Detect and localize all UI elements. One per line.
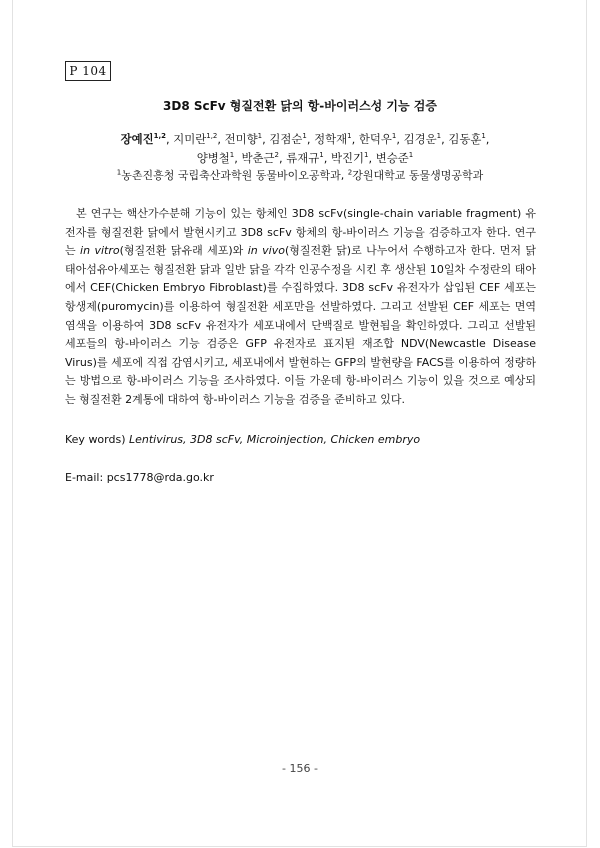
author-name <box>314 132 351 146</box>
author-affiliation-marker: 1 <box>436 132 442 141</box>
author-name-text: 장예진 <box>120 132 154 146</box>
abstract-text-part-2: (형질전환 닭유래 세포)와 <box>119 244 248 258</box>
keywords-values: Lentivirus, 3D8 scFv, Microinjection, Chicken embryo <box>129 433 421 446</box>
in-vivo-term: in vivo <box>247 244 285 258</box>
author-name <box>242 151 279 165</box>
author-list: 장예진$^{1,2}$, 지미란$^{1,2}$, 전미향$^1$, 김점순$^1$, 정학재$^1$, 한덕우$^1$, 김경운$^1$, 김동훈$^1$, 양병철$^1$, 박춘근$^2$, 류재규$^1$, 박진기$^1$, 변승준$^1$ <box>120 132 490 165</box>
author-affiliation-marker: 1 <box>347 132 352 141</box>
abstract-text-part-3: (형질전환 닭)로 나누어서 수행하고자 한다. 먼저 닭 태아섬유아세포는 형질전환 닭과 일반 닭을 각각 인공수정을 시킨 후 생산된 10일차 수정란의 태아에서 CEF(Chicken Embryo Fibroblast)를 수집하였다. 3D8 scFv 유전자가 삽입된 CEF 세포는 항생제(puromycin)를 이용하여 형질전환 세포만을 선발하였다. 그리고 선발된 CEF 세포는 면역염색을 이용하여 3D8 scFv 유전자가 세포내에서 단백질로 발현됨을 확인하였다. 그리고 선발된 세포들의 항-바이러스 기능 검증은 GFP 유전자로 표지된 재조합 NDV(Newcastle Disease Virus)를 세포에 직접 감염시키고, 세포내에서 발현하는 GFP의 발현량을 FACS를 이용하여 정량하는 방법으로 항-바이러스 기능을 조사하였다. 이들 가운데 항-바이러스 기능이 있을 것으로 예상되는 형질전환 2계통에 대하여 항-바이러스 기능을 검증을 준비하고 있다. <box>65 244 537 406</box>
affiliation-2: 강원대학교 동물생명공학과 <box>352 169 484 182</box>
author-name <box>376 151 413 165</box>
author-name <box>121 132 166 146</box>
author-affiliation-marker: 1 <box>481 132 486 141</box>
abstract-body <box>65 205 536 410</box>
author-affiliation-marker: 1 <box>257 132 263 141</box>
author-name-text: 변승준 <box>375 151 409 165</box>
author-name-text: 김경운 <box>403 132 437 146</box>
author-name <box>225 132 262 146</box>
author-name <box>359 132 396 146</box>
author-name <box>404 132 441 146</box>
author-name-text: 한덕우 <box>358 132 392 146</box>
author-affiliation-marker: 1,2 <box>153 132 166 141</box>
email-address: pcs1778@rda.go.kr <box>106 471 214 484</box>
author-name-text: 양병철 <box>196 151 230 165</box>
affiliations <box>0 167 600 183</box>
in-vitro-term: in vitro <box>80 244 120 258</box>
email-label: E-mail: <box>65 471 107 484</box>
author-name <box>173 132 217 146</box>
author-affiliation-marker: 2 <box>274 151 279 160</box>
author-affiliation-marker: 1 <box>229 151 235 160</box>
author-name-text: 김점순 <box>269 132 303 146</box>
author-affiliation-marker: 1 <box>319 151 324 160</box>
email-line <box>65 471 214 484</box>
affiliation-2-marker: 2 <box>347 168 353 177</box>
abstract-id-box: P 104 <box>65 61 111 81</box>
author-name-text: 지미란 <box>173 132 207 146</box>
author-affiliation-marker: 1,2 <box>206 132 218 141</box>
page-number: - 156 - <box>282 762 318 775</box>
keywords-line <box>65 433 420 446</box>
abstract-text-part-1: 본 연구는 핵산가수분해 기능이 있는 항체인 3D8 scFv(single-chain variable fragment) 유전자를 형질전환 닭에서 발현시키고 3D8 scFv 항체의 항-바이러스 기능을 검증하고자 한다. 연구는 <box>65 207 536 258</box>
author-name <box>286 151 323 165</box>
author-affiliation-marker: 1 <box>408 151 414 160</box>
author-affiliation-marker: 1 <box>302 132 307 141</box>
paper-title: 3D8 ScFv 형질전환 닭의 항-바이러스성 기능 검증 <box>163 99 437 113</box>
author-name-text: 정학재 <box>314 132 348 146</box>
author-name-text: 김동훈 <box>448 132 482 146</box>
affiliation-1: 농촌진흥청 국립축산과학원 동물바이오공학과, <box>121 169 348 182</box>
author-name-text: 전미향 <box>224 132 258 146</box>
page-border <box>12 0 587 847</box>
keywords-label: Key words) <box>65 433 129 446</box>
author-name-text: 박진기 <box>330 151 364 165</box>
author-name-text: 박춘근 <box>241 151 275 165</box>
author-name-text: 류재규 <box>286 151 320 165</box>
affiliation-1-marker: 1 <box>116 168 122 177</box>
author-affiliation-marker: 1 <box>391 132 397 141</box>
author-name <box>269 132 306 146</box>
author-name <box>448 132 485 146</box>
author-name <box>331 151 368 165</box>
author-name <box>197 151 234 165</box>
author-affiliation-marker: 1 <box>364 151 369 160</box>
